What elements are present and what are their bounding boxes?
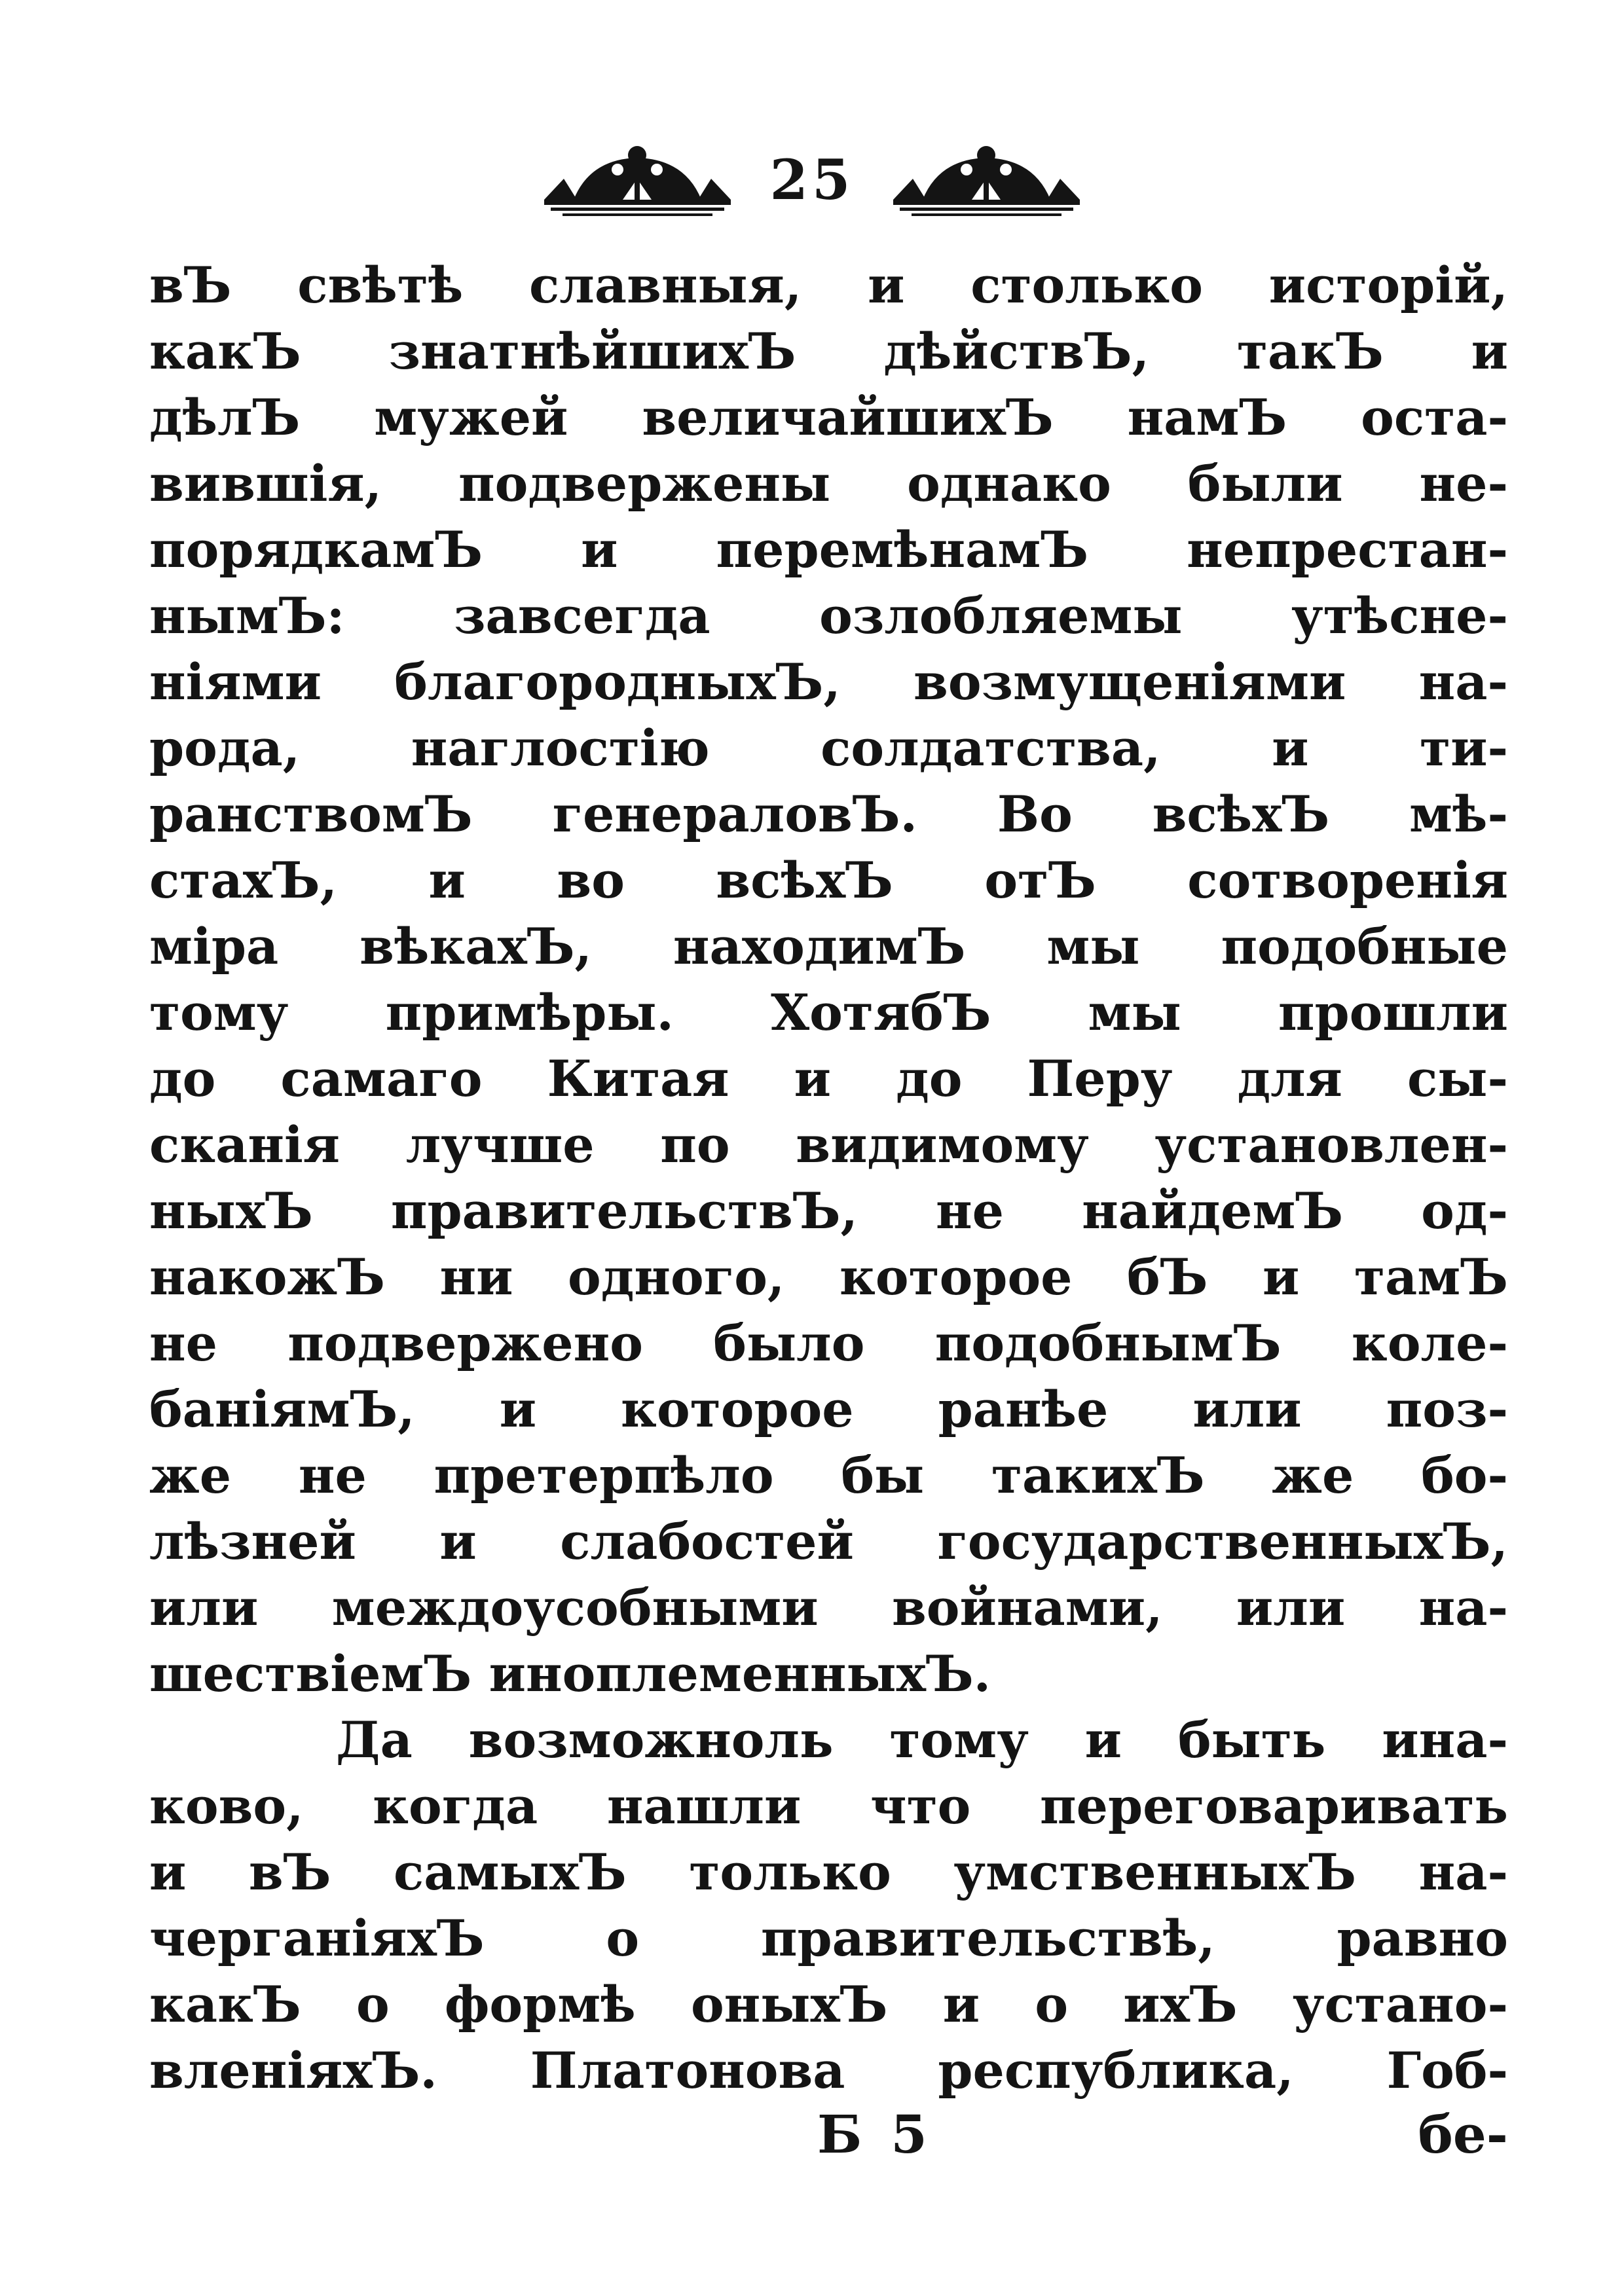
- text-line: дѣлЪ мужей величайшихЪ намЪ оста-: [149, 388, 1508, 446]
- text-line: вленіяхЪ. Платонова республика, Гоб-: [149, 2041, 1508, 2100]
- text-line: же не претерпѣло бы такихЪ же бо-: [149, 1446, 1508, 1504]
- text-line: нымЪ: завсегда озлобляемы утѣсне-: [149, 587, 1508, 645]
- text-line: ранствомЪ генераловЪ. Во всѣхЪ мѣ-: [149, 785, 1508, 843]
- paragraph-2: [149, 1707, 1508, 2104]
- page-footer: [149, 2098, 1508, 2170]
- text-line: какЪ о формѣ оныхЪ и о ихЪ устано-: [149, 1975, 1508, 2033]
- signature-mark: Б 5: [817, 2104, 932, 2165]
- text-line: міра вѣкахЪ, находимЪ мы подобные: [149, 917, 1508, 975]
- text-line: ково, когда нашли что переговаривать: [149, 1777, 1508, 1835]
- text-line: шествіемЪ иноплеменныхЪ.: [149, 1645, 991, 1703]
- text-line: и вЪ самыхЪ только умственныхЪ на-: [149, 1843, 1508, 1901]
- page-number: 25: [769, 147, 855, 212]
- text-line: вившія, подвержены однако были не-: [149, 454, 1508, 513]
- text-line: баніямЪ, и которое ранѣе или поз-: [149, 1380, 1508, 1438]
- text-line: не подвержено было подобнымЪ коле-: [149, 1314, 1508, 1372]
- catchword: бе-: [1418, 2104, 1508, 2165]
- body-text: [149, 252, 1508, 2104]
- text-line: порядкамЪ и перемѣнамЪ непрестан-: [149, 520, 1508, 579]
- text-line: или междоусобными войнами, или на-: [149, 1578, 1508, 1637]
- text-line: ніями благородныхЪ, возмущеніями на-: [149, 653, 1508, 711]
- text-line: какЪ знатнѣйшихЪ дѣйствЪ, такЪ и: [149, 322, 1508, 380]
- text-line: тому примѣры. ХотябЪ мы прошли: [149, 983, 1508, 1042]
- crown-ornament-icon: [544, 139, 731, 221]
- text-line: стахЪ, и во всѣхЪ отЪ сотворенія: [149, 851, 1508, 909]
- text-line: до самаго Китая и до Перу для сы-: [149, 1049, 1508, 1108]
- text-line: сканія лучше по видимому установлен-: [149, 1116, 1508, 1174]
- page-header: [0, 134, 1624, 226]
- text-line: вЪ свѣтѣ славныя, и столько исторій,: [149, 256, 1508, 314]
- text-line: накожЪ ни одного, которое бЪ и тамЪ: [149, 1248, 1508, 1306]
- text-line: ныхЪ правительствЪ, не найдемЪ од-: [149, 1182, 1508, 1240]
- text-line: рода, наглостію солдатства, и ти-: [149, 719, 1508, 777]
- text-line: черганіяхЪ о правительствѣ, равно: [149, 1909, 1508, 1967]
- paragraph-1: [149, 252, 1508, 1707]
- text-line: лѣзней и слабостей государственныхЪ,: [149, 1512, 1508, 1571]
- crown-ornament-icon: [893, 139, 1080, 221]
- text-line: Да возможноль тому и быть ина-: [336, 1711, 1508, 1769]
